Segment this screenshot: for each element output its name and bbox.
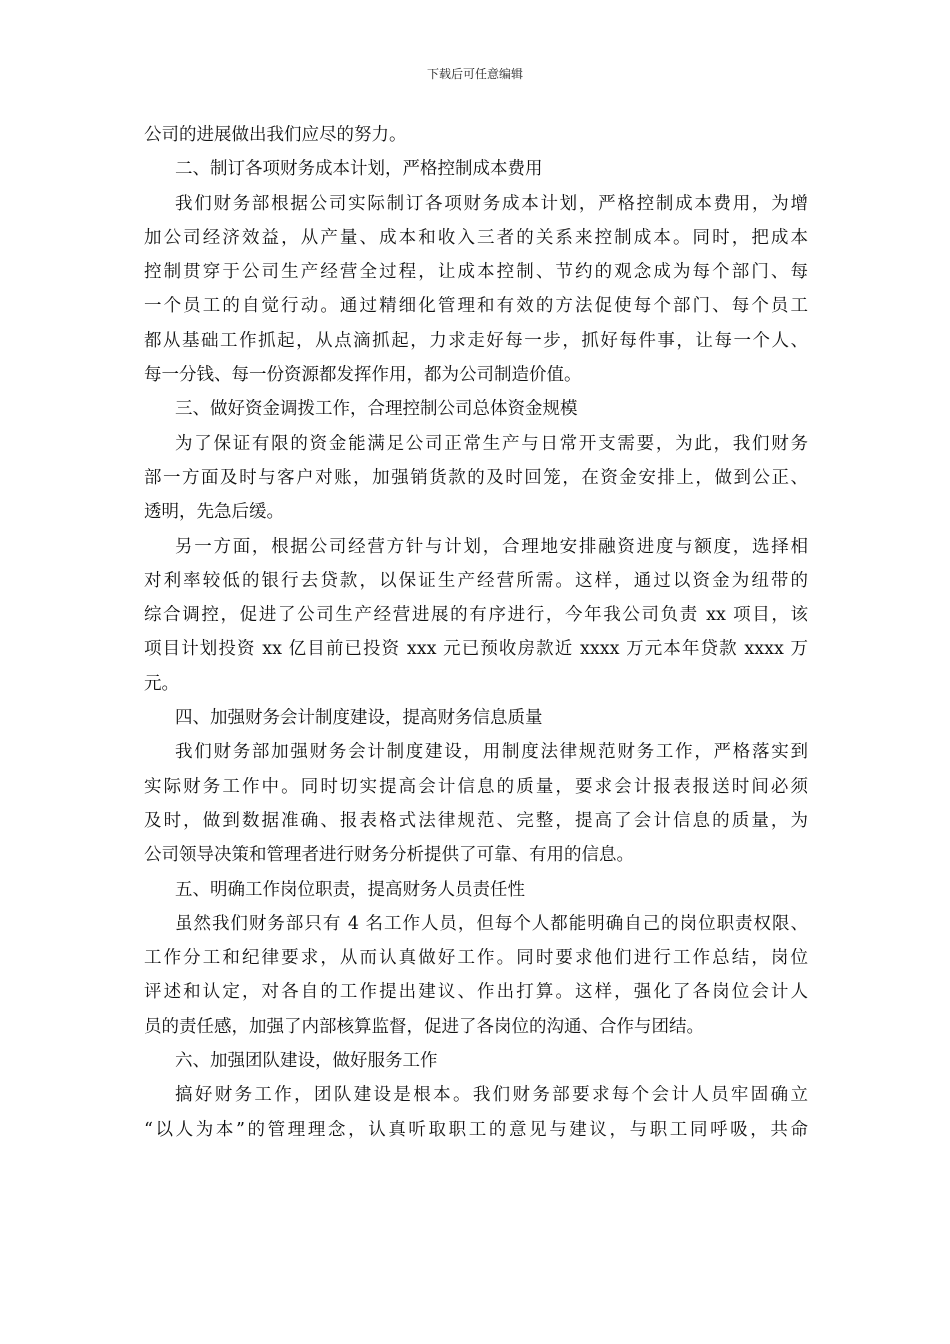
text-line: 评述和认定，对各自的工作提出建议、作出打算。这样，强化了各岗位会计人 (144, 982, 808, 1003)
section-heading: 六、加强团队建设，做好服务工作 (175, 1051, 438, 1072)
text-line: 部一方面及时与客户对账，加强销货款的及时回笼，在资金安排上，做到公正、 (144, 467, 808, 488)
text-line: 透明，先急后缓。 (144, 502, 284, 523)
text-line: 加公司经济效益，从产量、成本和收入三者的关系来控制成本。同时，把成本 (144, 227, 808, 248)
text-line: 搞好财务工作，团队建设是根本。我们财务部要求每个会计人员牢固确立 (175, 1085, 808, 1106)
text-line: 虽然我们财务部只有 4 名工作人员，但每个人都能明确自己的岗位职责权限、 (175, 913, 808, 934)
text-line: 对利率较低的银行去贷款，以保证生产经营所需。这样，通过以资金为纽带的 (144, 570, 808, 591)
text-line: 另一方面，根据公司经营方针与计划，合理地安排融资进度与额度，选择相 (175, 536, 808, 557)
text-line: 员的责任感，加强了内部核算监督，促进了各岗位的沟通、合作与团结。 (144, 1016, 704, 1037)
text-line: 公司的进展做出我们应尽的努力。 (144, 125, 407, 145)
section-heading: 三、做好资金调拨工作，合理控制公司总体资金规模 (175, 399, 578, 420)
text-line: 综合调控，促进了公司生产经营进展的有序进行，今年我公司负责 xx 项目，该 (144, 605, 808, 626)
page-header: 下载后可任意编辑 (426, 67, 523, 81)
text-line: “以人为本”的管理理念，认真听取职工的意见与建议，与职工同呼吸，共命 (144, 1119, 808, 1140)
text-line: 控制贯穿于公司生产经营全过程，让成本控制、节约的观念成为每个部门、每 (144, 262, 808, 283)
text-line: 工作分工和纪律要求，从而认真做好工作。同时要求他们进行工作总结，岗位 (144, 948, 808, 969)
text-line: 及时，做到数据准确、报表格式法律规范、完整，提高了会计信息的质量，为 (144, 810, 808, 831)
text-line: 元。 (144, 673, 179, 694)
section-heading: 五、明确工作岗位职责，提高财务人员责任性 (175, 879, 525, 900)
text-line: 每一分钱、每一份资源都发挥作用，都为公司制造价值。 (144, 365, 582, 386)
text-line: 我们财务部根据公司实际制订各项财务成本计划，严格控制成本费用，为增 (175, 193, 808, 214)
text-line: 都从基础工作抓起，从点滴抓起，力求走好每一步，抓好每件事，让每一个人、 (144, 330, 808, 351)
text-line: 项目计划投资 xx 亿目前已投资 xxx 元已预收房款近 xxxx 万元本年贷款 xxxx 万 (144, 639, 808, 660)
text-line: 公司领导决策和管理者进行财务分析提供了可靠、有用的信息。 (144, 845, 634, 866)
text-line: 实际财务工作中。同时切实提高会计信息的质量，要求会计报表报送时间必须 (144, 776, 808, 797)
text-line: 一个员工的自觉行动。通过精细化管理和有效的方法促使每个部门、每个员工 (144, 296, 808, 317)
section-heading: 四、加强财务会计制度建设，提高财务信息质量 (175, 708, 543, 729)
section-heading: 二、制订各项财务成本计划，严格控制成本费用 (175, 159, 543, 180)
text-line: 我们财务部加强财务会计制度建设，用制度法律规范财务工作，严格落实到 (175, 742, 808, 763)
document-body (144, 118, 808, 1147)
text-line: 为了保证有限的资金能满足公司正常生产与日常开支需要，为此，我们财务 (175, 433, 808, 454)
